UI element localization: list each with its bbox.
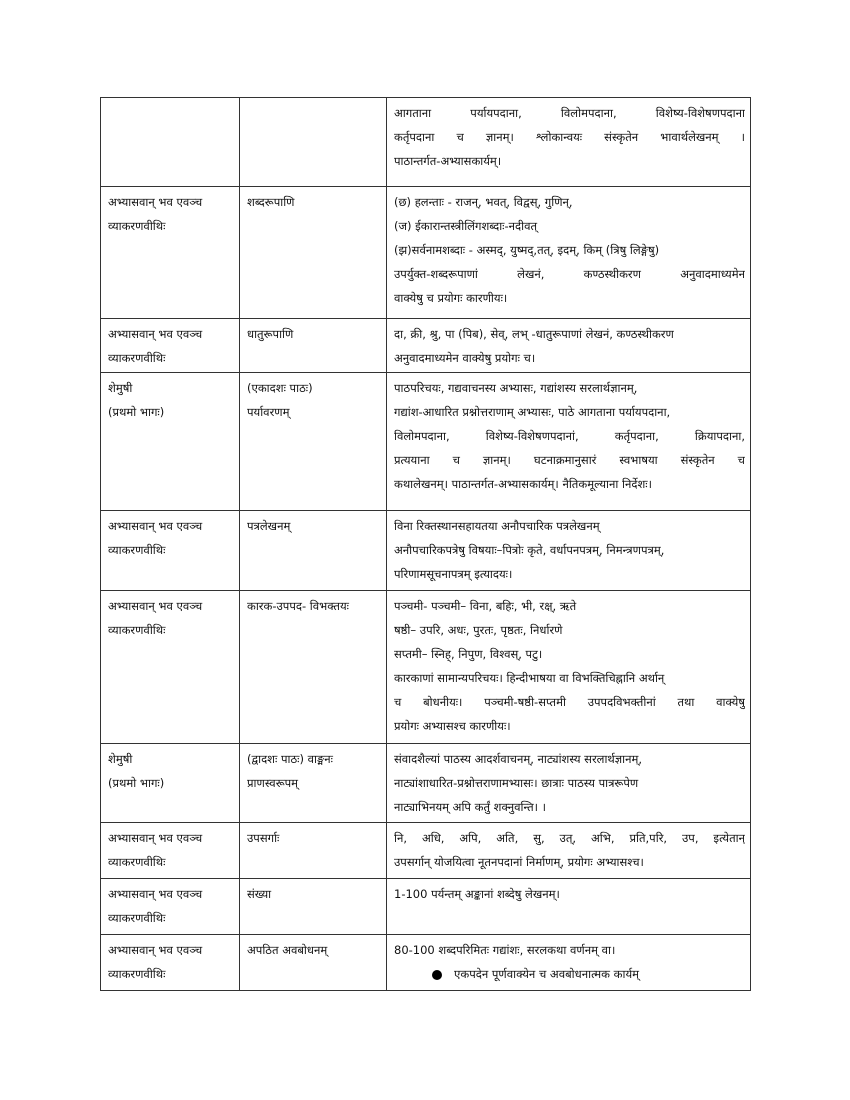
topic-label: कारक-उपपद- विभक्तयः bbox=[247, 599, 349, 613]
topic-label: शब्दरूपाणि bbox=[247, 195, 295, 209]
topic-cell bbox=[240, 744, 387, 823]
table-row bbox=[101, 187, 751, 319]
content-line: विना रिक्तस्थानसहायतया अनौपचारिक पत्रलेखनम् bbox=[394, 519, 600, 533]
book-name: अभ्यासवान् भव एवञ्च bbox=[108, 831, 203, 845]
topic-cell bbox=[240, 935, 387, 991]
lesson-number-line bbox=[247, 376, 381, 400]
topic-label: पत्रलेखनम् bbox=[247, 519, 291, 533]
topic-cell bbox=[240, 591, 387, 744]
syllabus-table bbox=[100, 97, 751, 991]
bullet-icon bbox=[432, 970, 442, 980]
content-line: दा, क्री, श्रु, पा (पिब), सेव्, लभ् -धातुरूपाणां लेखनं, कण्ठस्थीकरण bbox=[394, 327, 674, 341]
content-line: (ज) ईकारान्तस्त्रीलिंगशब्दाः-नदीवत् bbox=[394, 219, 538, 233]
book-sub: व्याकरणवीथिः bbox=[108, 351, 166, 365]
content-line: उपसर्गान् योजयित्वा नूतनपदानां निर्माणम्, प्रयोगः अभ्यासश्च। bbox=[394, 855, 644, 869]
content-line: परिणामसूचनापत्रम् इत्यादयः। bbox=[394, 567, 513, 581]
content-line: पाठान्तर्गत-अभ्यासकार्यम्। bbox=[394, 154, 502, 168]
topic-label: उपसर्गाः bbox=[247, 831, 280, 845]
book-name: अभ्यासवान् भव एवञ्च bbox=[108, 599, 203, 613]
book-cell bbox=[101, 373, 240, 511]
book-name: शेमुषी bbox=[108, 381, 133, 395]
content-line: पाठपरिचयः, गद्यवाचनस्य अभ्यासः, गद्यांशस्य सरलार्थज्ञानम्, bbox=[394, 381, 638, 395]
book-cell bbox=[101, 511, 240, 591]
book-cell bbox=[101, 935, 240, 991]
book-cell bbox=[101, 98, 240, 187]
content-line: विलोमपदाना, विशेष्य-विशेषणपदानां, कर्तृपदाना, क्रियापदाना, bbox=[394, 429, 745, 443]
topic-cell bbox=[240, 511, 387, 591]
book-sub: (प्रथमो भागः) bbox=[108, 776, 165, 790]
content-line: पञ्चमी- पञ्चमी– विना, बहिः, भी, रक्ष्, ऋते bbox=[394, 599, 577, 613]
content-cell bbox=[387, 823, 751, 879]
table-row bbox=[101, 935, 751, 991]
table-row bbox=[101, 319, 751, 373]
content-line: अनुवादमाध्यमेन वाक्येषु प्रयोगः च। bbox=[394, 351, 536, 365]
content-line: कारकाणां सामान्यपरिचयः। हिन्दीभाषया वा विभक्तिचिह्नानि अर्थान् bbox=[394, 671, 665, 685]
book-name: अभ्यासवान् भव एवञ्च bbox=[108, 943, 203, 957]
topic-cell bbox=[240, 319, 387, 373]
content-line: च बोधनीयः। पञ्चमी-षष्ठी-सप्तमी उपपदविभक्तीनां तथा वाक्येषु bbox=[394, 695, 745, 709]
book-cell bbox=[101, 744, 240, 823]
content-cell bbox=[387, 373, 751, 511]
content-cell bbox=[387, 935, 751, 991]
content-line: वाक्येषु च प्रयोगः कारणीयः। bbox=[394, 291, 508, 305]
topic-cell bbox=[240, 98, 387, 187]
book-cell bbox=[101, 319, 240, 373]
topic-cell bbox=[240, 187, 387, 319]
book-name: शेमुषी bbox=[108, 752, 133, 766]
book-sub: व्याकरणवीथिः bbox=[108, 855, 166, 869]
book-sub: व्याकरणवीथिः bbox=[108, 967, 166, 981]
content-cell bbox=[387, 744, 751, 823]
content-line: नि, अधि, अपि, अति, सु, उत्, अभि, प्रति,परि, उप, इत्येतान् bbox=[394, 831, 745, 845]
lesson-title: प्राणस्वरूपम् bbox=[247, 776, 299, 790]
content-line: नाट्याभिनयम् अपि कर्तुं शक्नुवन्ति। । bbox=[394, 800, 546, 814]
table-row bbox=[101, 823, 751, 879]
table-row bbox=[101, 511, 751, 591]
topic-cell bbox=[240, 373, 387, 511]
content-line: कथालेखनम्। पाठान्तर्गत-अभ्यासकार्यम्। नैतिकमूल्याना निर्देशः। bbox=[394, 477, 652, 491]
content-line: नाट्यांशाधारित-प्रश्नोत्तराणामभ्यासः। छात्राः पाठस्य पात्ररूपेण bbox=[394, 776, 639, 790]
bullet-text: एकपदेन पूर्णवाक्येन च अवबोधनात्मक कार्यम् bbox=[454, 967, 640, 981]
book-sub: व्याकरणवीथिः bbox=[108, 219, 166, 233]
content-line: (छ) हलन्ताः - राजन्, भवत्, विद्वस्, गुणिन्, bbox=[394, 195, 573, 209]
content-line: कर्तृपदाना च ज्ञानम्। श्लोकान्वयः संस्कृतेन भावार्थलेखनम् । bbox=[394, 130, 745, 144]
content-line: षष्ठी– उपरि, अधः, पुरतः, पृष्ठतः, निर्धारणे bbox=[394, 623, 563, 637]
content-line: 80-100 शब्दपरिमितः गद्यांशः, सरलकथा वर्णनम् वा। bbox=[394, 943, 616, 957]
content-cell bbox=[387, 511, 751, 591]
content-line: 1-100 पर्यन्तम् अङ्कानां शब्देषु लेखनम्। bbox=[394, 887, 560, 901]
book-sub: व्याकरणवीथिः bbox=[108, 623, 166, 637]
topic-label: अपठित अवबोधनम् bbox=[247, 943, 328, 957]
table-row bbox=[101, 591, 751, 744]
table-row bbox=[101, 98, 751, 187]
content-cell bbox=[387, 187, 751, 319]
bullet-item bbox=[394, 962, 745, 986]
table-row bbox=[101, 373, 751, 511]
topic-label: संख्या bbox=[247, 887, 272, 901]
topic-label: धातुरूपाणि bbox=[247, 327, 294, 341]
book-name: अभ्यासवान् भव एवञ्च bbox=[108, 195, 203, 209]
content-cell bbox=[387, 319, 751, 373]
book-name: अभ्यासवान् भव एवञ्च bbox=[108, 887, 203, 901]
content-line: उपर्युक्त-शब्दरूपाणां लेखनं, कण्ठस्थीकरण अनुवादमाध्यमेन bbox=[394, 267, 745, 281]
lesson-number: (द्वादशः पाठः) वाङ्मनः bbox=[247, 752, 333, 766]
content-cell bbox=[387, 879, 751, 935]
content-line: प्रत्ययाना च ज्ञानम्। घटनाक्रमानुसारं स्वभाषया संस्कृतेन च bbox=[394, 453, 745, 467]
lesson-title: पर्यावरणम् bbox=[247, 405, 290, 419]
book-sub: व्याकरणवीथिः bbox=[108, 543, 166, 557]
table-row bbox=[101, 744, 751, 823]
book-cell bbox=[101, 187, 240, 319]
content-line: गद्यांश-आधारित प्रश्नोत्तराणाम् अभ्यासः, पाठे आगताना पर्यायपदाना, bbox=[394, 405, 671, 419]
book-name: अभ्यासवान् भव एवञ्च bbox=[108, 327, 203, 341]
book-cell bbox=[101, 879, 240, 935]
content-line: सप्तमी– स्निह्, निपुण, विश्वस्, पटु। bbox=[394, 647, 543, 661]
content-line: (झ)सर्वनामशब्दाः - अस्मद्, युष्मद्,तत्, इदम्, किम् (त्रिषु लिङ्गेषु) bbox=[394, 243, 660, 257]
table-row bbox=[101, 879, 751, 935]
content-line: संवादशैल्यां पाठस्य आदर्शवाचनम्, नाट्यांशस्य सरलार्थज्ञानम्, bbox=[394, 752, 643, 766]
content-cell bbox=[387, 591, 751, 744]
topic-cell bbox=[240, 879, 387, 935]
book-cell bbox=[101, 591, 240, 744]
content-line: अनौपचारिकपत्रेषु विषयाः–पित्रोः कृते, वर्धापनपत्रम्, निमन्त्रणपत्रम्, bbox=[394, 543, 665, 557]
book-cell bbox=[101, 823, 240, 879]
book-sub: (प्रथमो भागः) bbox=[108, 405, 165, 419]
content-cell bbox=[387, 98, 751, 187]
content-line: प्रयोगः अभ्यासश्च कारणीयः। bbox=[394, 719, 511, 733]
book-name: अभ्यासवान् भव एवञ्च bbox=[108, 519, 203, 533]
topic-cell bbox=[240, 823, 387, 879]
content-line: आगताना पर्यायपदाना, विलोमपदाना, विशेष्य-विशेषणपदाना bbox=[394, 106, 745, 120]
lesson-number: (एकादशः पाठः) bbox=[247, 381, 313, 395]
book-sub: व्याकरणवीथिः bbox=[108, 911, 166, 925]
